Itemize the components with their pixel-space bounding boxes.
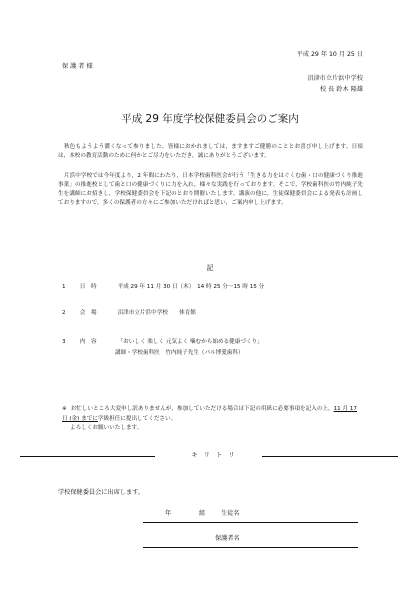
attend-statement: 学校保健委員会に出席します。 — [58, 489, 145, 496]
note-post: 学級担任に提出してください。 — [97, 415, 177, 422]
note-pre: お忙しいところ大変申し訳ありませんが，参加していただける場合は下記の用紙に必要事項を記入の上， — [70, 406, 334, 412]
recipient: 保 護 者 様 — [62, 63, 93, 70]
note-deadline: 11 月 17 日 (金) までに — [62, 406, 357, 422]
guardian-name-label: 保護者名 — [215, 535, 240, 542]
item-date — [62, 285, 264, 291]
school-name: 沼津市立片浜中学校 — [307, 75, 363, 82]
item-number: 1 — [62, 284, 66, 290]
announcement-paragraph — [58, 172, 363, 208]
item-label: 日 時 — [79, 284, 97, 290]
note-closing: よろしくお願いいたします。 — [70, 425, 143, 431]
item-venue — [62, 311, 196, 317]
item-label: 内 容 — [79, 339, 97, 345]
guardian-line[interactable] — [143, 547, 358, 548]
greeting-text: 秋色もようよう濃くなって参りました。皆様におかれましては，ますますご健勝のこととお喜び申し上げます。日頃は，本校の教育活動のために何かとご尽力をいただき，誠にありがとうございます。 — [58, 144, 363, 159]
item-value: 平成 29 年 11 月 30 日（木） 14 時 25 分～15 時 15 分 — [117, 284, 265, 290]
item-value: 沼津市立片浜中学校 体育館 — [117, 310, 196, 316]
cut-line-left — [20, 456, 155, 457]
item-content-lecturer: 講師・学校歯科医 竹内純子先生（パル博愛歯科） — [115, 350, 244, 356]
class-label: 組 — [199, 510, 206, 517]
item-value: 「おいしく 楽しく 元気よく 噛むから始める健康づくり」 — [117, 339, 263, 345]
grade-label: 年 — [165, 510, 172, 517]
student-line[interactable] — [143, 522, 358, 523]
principal-name: 校 長 鈴木 隆雄 — [319, 86, 363, 93]
item-number: 3 — [62, 339, 66, 345]
item-content — [62, 340, 263, 346]
page-title: 平成 29 年度学校保健委員会のご案内 — [121, 113, 299, 125]
issue-date: 平成 29 年 10 月 25 日 — [296, 51, 363, 58]
item-label: 会 場 — [79, 310, 97, 316]
item-number: 2 — [62, 310, 66, 316]
student-name-label: 生徒名 — [221, 510, 240, 517]
greeting-paragraph — [58, 143, 363, 161]
cut-line-right — [262, 456, 398, 457]
note-mark: ※ — [62, 406, 67, 412]
ki-heading: 記 — [206, 264, 214, 272]
note-block — [62, 405, 362, 434]
cut-label: キ リ ト リ — [191, 452, 235, 459]
announcement-text: 片浜中学校では今年度より，2 年間にわたり，日本学校歯科医会が行う「生きる力をはぐくむ歯・口の健康づくり推進事業」の推進校として歯と口の健康づくりに力を入れ，様々な実践を行っております。そこで，学校歯科医の竹内純子先生を講師にお招きし，学校保健委員会を下記のとおり開催いたします。講演の他に，生徒保健委員会による発表も計画しておりますので，多くの保護者の方々にご参加いただければと思い，ご案内申し上げます。 — [58, 173, 363, 206]
